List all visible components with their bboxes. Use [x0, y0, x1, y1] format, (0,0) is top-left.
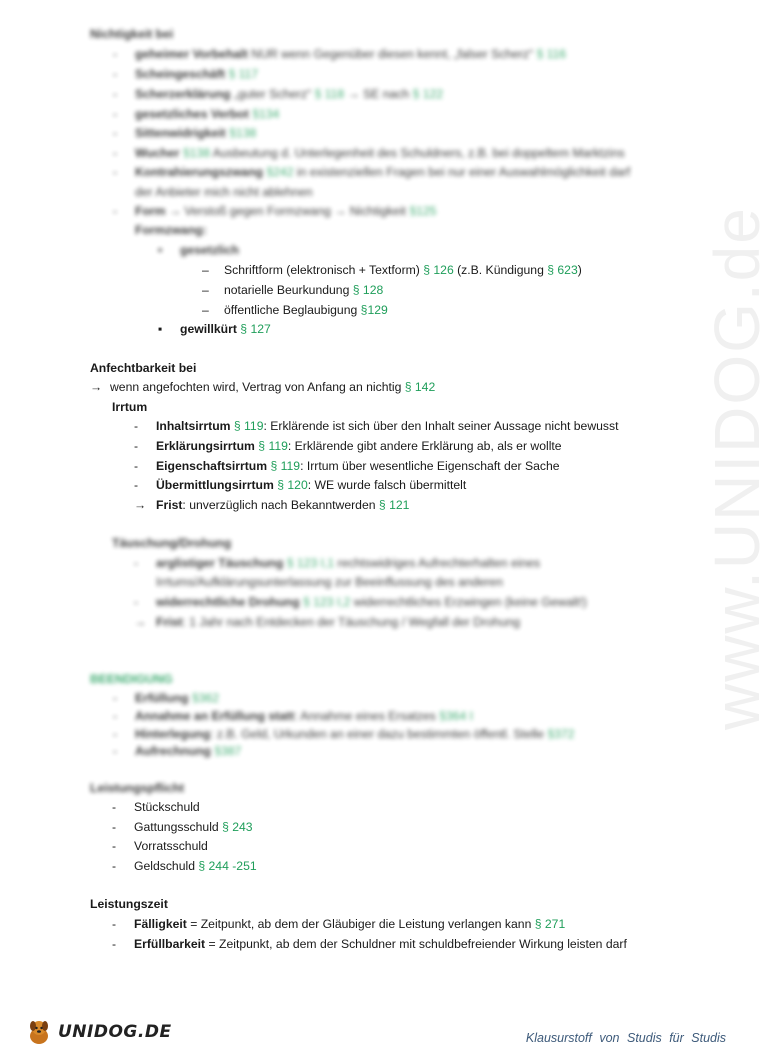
list-item: - Scherzerklärung „guter Scherz“ § 118 → SE nach § 122 — [113, 87, 444, 101]
list-item: – Schriftform (elektronisch + Textform) § 126 (z.B. Kündigung § 623) — [202, 263, 582, 277]
list-item: - Annahme an Erfüllung statt: Annahme eines Ersatzes §364 I — [113, 709, 473, 723]
arrow-note: → wenn angefochten wird, Vertrag von Anfang an nichtig § 142 — [90, 380, 436, 394]
footer-tagline: Klausurstoff von Studis für Studis — [525, 1031, 726, 1045]
list-item: - Eigenschaftsirrtum § 119: Irrtum über wesentliche Eigenschaft der Sache — [134, 459, 560, 473]
list-item: - Inhaltsirrtum § 119: Erklärende ist sich über den Inhalt seiner Aussage nicht bewusst — [134, 419, 619, 433]
list-item: - Gattungsschuld § 243 — [112, 820, 253, 834]
section-heading-leistungszeit: Leistungszeit — [90, 897, 168, 911]
list-item: – notarielle Beurkundung § 128 — [202, 283, 384, 297]
list-item: - arglistiger Täuschung § 123 I,1 rechtswidriges Aufrechterhalten eines — [134, 556, 541, 570]
gesetzlich-label: ▪ gesetzlich — [158, 243, 239, 257]
irrtum-heading: Irrtum — [112, 400, 148, 414]
list-item: - Geldschuld § 244 -251 — [112, 859, 257, 873]
list-item: - Fälligkeit = Zeitpunkt, ab dem der Gläubiger die Leistung verlangen kann § 271 — [112, 917, 566, 931]
list-item: - Form → Verstoß gegen Formzwang → Nichtigkeit §125 — [113, 204, 437, 218]
list-item: - Scheingeschäft § 117 — [113, 67, 259, 81]
section-heading-anfechtbarkeit: Anfechtbarkeit bei — [90, 361, 197, 375]
list-item-continuation: Irrtums/Aufklärungsunterlassung zur Beeinflussung des anderen — [156, 575, 503, 589]
list-item: - Erfüllung §362 — [113, 691, 219, 705]
list-item: - Kontrahierungszwang §242 in existenziellen Fragen bei nur einer Auswahlmöglichkeit darf — [113, 165, 631, 179]
formzwang-label: Formzwang: — [135, 223, 207, 237]
list-item: - Erklärungsirrtum § 119: Erklärende gibt andere Erklärung ab, als er wollte — [134, 439, 562, 453]
list-item-continuation: der Anbieter mich nicht ablehnen — [135, 185, 313, 199]
unidog-logo — [24, 1014, 172, 1050]
section-heading-nichtigkeit: Nichtigkeit bei — [90, 27, 174, 41]
list-item: - widerrechtliche Drohung § 123 I,2 widerrechtliches Erzwingen (keine Gewalt!) — [134, 595, 587, 609]
taeuschung-heading: Täuschung/Drohung — [112, 536, 232, 550]
list-item: - Vorratsschuld — [112, 839, 208, 853]
frist-item: → Frist: 1 Jahr nach Entdecken der Täuschung / Wegfall der Drohung — [134, 615, 521, 629]
dog-icon — [24, 1017, 54, 1047]
list-item: - gesetzliches Verbot §134 — [113, 107, 280, 121]
list-item: - Wucher §138 Ausbeutung d. Unterlegenheit des Schuldners, z.B. bei doppeltem Marktzins — [113, 146, 625, 160]
list-item: - Übermittlungsirrtum § 120: WE wurde falsch übermittelt — [134, 478, 467, 492]
gewillkuert-item: ▪ gewillkürt § 127 — [158, 322, 271, 336]
list-item: - Stückschuld — [112, 800, 200, 814]
list-item: - Erfüllbarkeit = Zeitpunkt, ab dem der Schuldner mit schuldbefreiender Wirkung leisten darf — [112, 937, 627, 951]
list-item: - Aufrechnung §387 — [113, 744, 242, 758]
list-item: – öffentliche Beglaubigung §129 — [202, 303, 388, 317]
list-item: - Sittenwidrigkeit §138 — [113, 126, 257, 140]
logo-text: UNIDOG.DE — [58, 1022, 172, 1042]
frist-item: → Frist: unverzüglich nach Bekanntwerden § 121 — [134, 498, 410, 512]
section-heading-leistungspflicht: Leistungspflicht — [90, 781, 185, 795]
watermark: www.UNIDOG.de — [701, 206, 773, 730]
list-item: - Hinterlegung: z.B. Geld, Urkunden an einer dazu bestimmten öffentl. Stelle §372 — [113, 727, 575, 741]
list-item: - geheimer Vorbehalt NUR wenn Gegenüber diesen kennt, „falser Scherz“ § 116 — [113, 47, 567, 61]
section-heading-beendigung: BEENDIGUNG — [90, 672, 173, 686]
